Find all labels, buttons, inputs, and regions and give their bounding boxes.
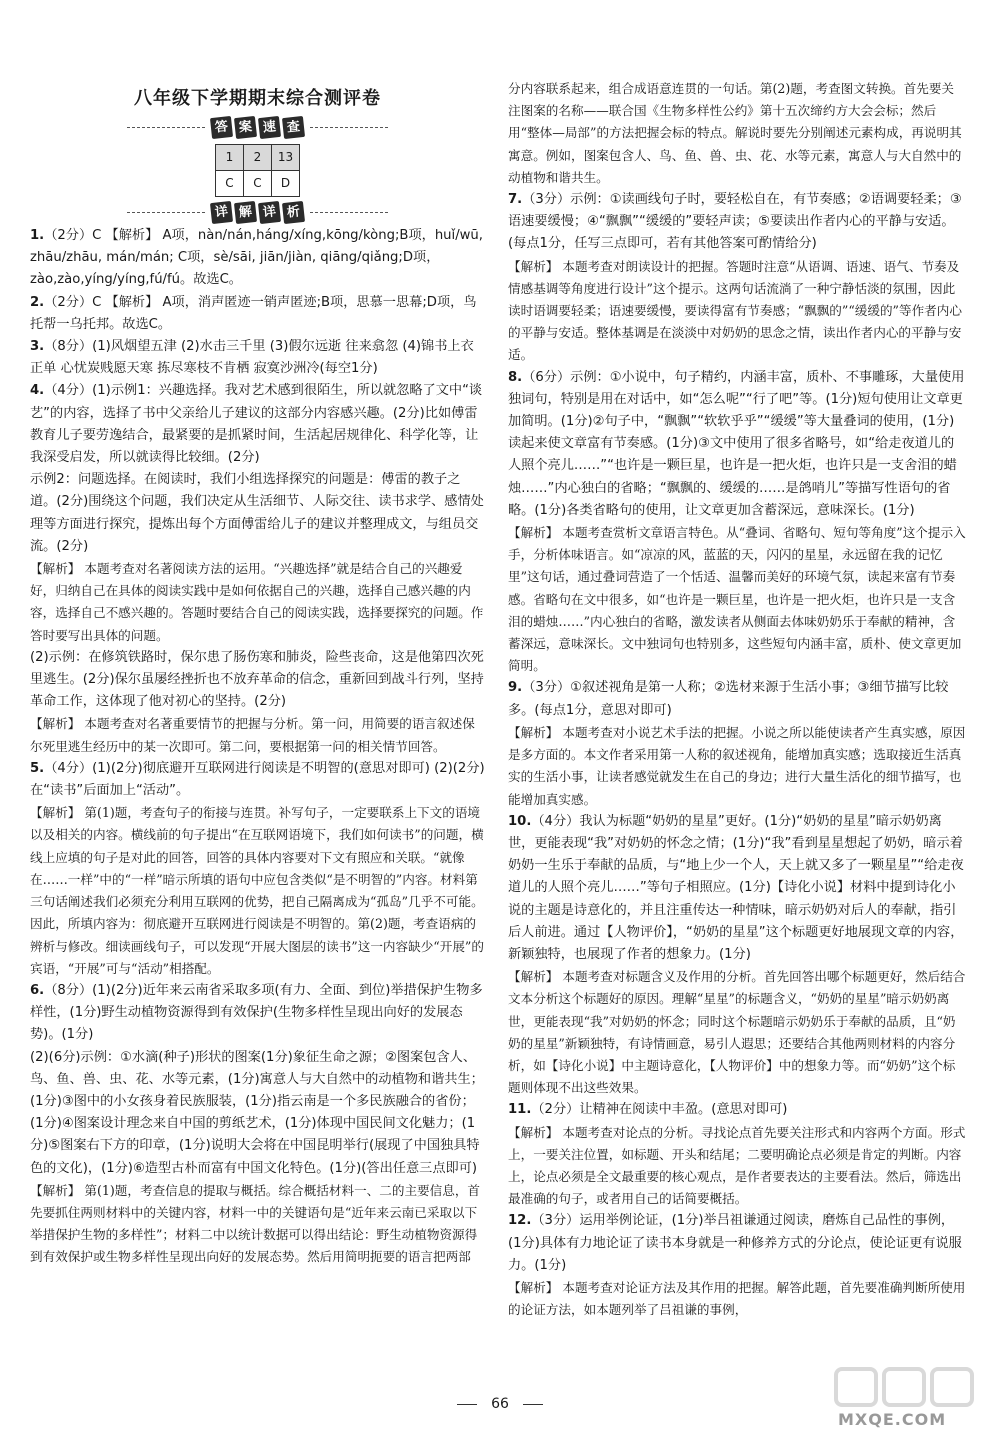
- question-number: 7.: [508, 192, 523, 208]
- answer-text: 【解析】 本题考查赏析文章语言特色。从“叠词、省略句、短句等角度”这个提示入手，分析体味语言。如“凉凉的风，蓝蓝的天，闪闪的星星，永远留在我的记忆里”这句话，通过叠词营造了一个恬适、温馨而美好的环境气氛，读起来富有节奏感。省略句在文中很多，如“也许是一颗巨星，也许是一把火炬，也许只是一支含泪的蜡烛……”内心独白的省略，激发读者从侧面去体味奶奶乐于奉献的精神，含蓄深远，意味深长。文中独词句也特别多，这些短句内涵丰富，质朴、使文章更加简明。: [508, 525, 966, 674]
- left-answer-list: [30, 225, 485, 1269]
- banner-char: 详: [210, 200, 233, 223]
- analysis-paragraph: [30, 1180, 485, 1269]
- banner-divider: [127, 127, 205, 128]
- answer-item: [30, 336, 485, 380]
- answer-item: [508, 189, 966, 256]
- answer-item: [508, 367, 966, 522]
- banner-char: 析: [282, 200, 305, 223]
- answer-text: （3分）①叙述视角是第一人称；②选材来源于生活小事；③细节描写比较多。(每点1分，意思对即可): [508, 680, 949, 718]
- page-title: 八年级下学期期末综合测评卷: [134, 88, 381, 109]
- page-number: 66: [491, 1396, 509, 1412]
- answer-item: [30, 980, 485, 1047]
- right-answer-list: [508, 78, 966, 1321]
- answer-text: 【解析】 本题考查对论点的分析。寻找论点首先要关注形式和内容两个方面。形式上，一要关注位置，如标题、开头和结尾；二要明确论点必须是肯定的判断。内容上，论点必须是全文最重要的核心观点，是作者要表达的主要看法。然后，筛选出最准确的句子，或者用自己的话简要概括。: [508, 1124, 966, 1207]
- answer-table-answers: [216, 171, 300, 197]
- analysis-paragraph: [30, 558, 485, 647]
- answer-text: （4分）我认为标题“奶奶的星星”更好。(1分)“奶奶的星星”暗示奶奶离世，更能表现“我”对奶奶的怀念之情；(1分)“我”看到星星想起了奶奶，暗示着奶奶一生乐于奉献的品质，与“地上少一个人，天上就又多了一颗星星”“给走夜道儿的人照个亮儿……”等句子相照应。(1分)【诗化小说】材料中提到诗化小说的主题是诗意化的，并且注重传达一种情味，暗示奶奶对后人的奉献，指引后人前进。通过【人物评价】，“奶奶的星星”这个标题更好地展现文章的内容，新颖独特，也展现了作者的想象力。(1分): [508, 813, 964, 962]
- answer-item: [30, 225, 485, 292]
- answer-item: [30, 758, 485, 802]
- answer-text: （4分）(1)示例1：兴趣选择。我对艺术感到很陌生，所以就忽略了文中“谈艺”的内容，选择了书中父亲给儿子建议的这部分内容感兴趣。(2分)比如傅雷教育儿子要劳逸结合，最紧要的是抓紧时间，生活起居规律化、科学化等，让我深受启发，所以就读得比较细。(2分): [30, 383, 483, 466]
- answer-item: [508, 1210, 966, 1277]
- answer-item: [30, 1047, 485, 1180]
- answer-text: 【解析】 本题考查对名著阅读方法的运用。“兴趣选择”就是结合自己的兴趣爱好，归纳自己在具体的阅读实践中是如何依据自己的兴趣，选择自己感兴趣的内容，选择自己不感兴趣的。答题时要结合自己的阅读实践，选择要探究的问题。作答时要写出具体的问题。: [30, 561, 484, 643]
- banner-char: 查: [282, 115, 305, 138]
- answer-text: （6分）示例：①小说中，句子精约，内涵丰富，质朴、不事雕琢，大量使用独词句，特别是用在对话中，如“怎么呢”“行了吧”等。(1分)短句使用让文章更加简明。(1分)②句子中，“飘飘”“软软乎乎”“缓缓”等大量叠词的使用，(1分)读起来使文章富有节奏感。(1分)③文中使用了很多省略号，如“给走夜道儿的人照个亮儿……”“也许是一颗巨星，也许是一把火炬，也许只是一支舍泪的蜡烛……”内心独白的省略；“飘飘的、缓缓的……是鸽哨儿”等描写性语句的省略。(1分)各类省略句的使用，让文章更加含蓄深远，意味深长。(1分): [508, 369, 965, 518]
- answer-text: 示例2：问题选择。在阅读时，我们小组选择探究的问题是：傅雷的教子之道。(2分)围绕这个问题，我们决定从生活细节、人际交往、读书求学、感情处理等方面进行探究，提炼出每个方面傅雷给儿子的建议并整理成文，与组员交流。(2分): [30, 472, 484, 554]
- answer-text: （2分）让精神在阅读中丰盈。(意思对即可): [531, 1102, 788, 1118]
- analysis-paragraph: [30, 802, 485, 980]
- question-number: 4.: [30, 383, 45, 399]
- banner-char: 解: [234, 200, 257, 223]
- quick-answer-title: [211, 117, 304, 138]
- analysis-paragraph: [30, 713, 485, 757]
- question-number: 12.: [508, 1213, 532, 1229]
- answer-text: （3分）示例：①读画线句子时，要轻松自在，有节奏感；②语调要轻柔；③语速要缓慢；④“飘飘”“缓缓的”要轻声读；⑤要读出作者内心的平静与安适。(每点1分，任写三点即可，若有其他答案可酌情给分): [508, 192, 962, 252]
- answer-item: [508, 1099, 966, 1121]
- banner-char: 详: [258, 200, 281, 223]
- question-number: 8.: [508, 369, 523, 385]
- answer-value: D: [272, 171, 300, 197]
- question-number: 9.: [508, 680, 523, 696]
- banner-divider: [127, 212, 205, 213]
- banner-char: 答: [210, 115, 233, 138]
- answer-text: 【解析】 本题考查对标题含义及作用的分析。首先回答出哪个标题更好，然后结合文本分析这个标题好的原因。理解“星星”的标题含义，“奶奶的星星”暗示奶奶离世，更能表现“我”对奶奶的怀念；同时这个标题暗示奶奶乐于奉献的品质，且“奶奶的星星”新颖独特，有诗情画意，易引人遐思；还要结合其他两则材料的内容分析，如【诗化小说】中主题诗意化，【人物评价】中的想象力等。而“奶奶”这个标题则体现不出这些效果。: [508, 969, 966, 1096]
- answer-item: [30, 292, 485, 336]
- right-column: [508, 78, 966, 1321]
- left-column: [30, 114, 485, 1269]
- analysis-paragraph: [508, 1122, 966, 1211]
- question-number: 6.: [30, 982, 45, 998]
- answer-text: 【解析】 本题考查对论证方法及其作用的把握。解答此题，首先要准确判断所使用的论证方法，如本题列举了吕祖谦的事例，: [508, 1279, 966, 1318]
- question-number: 3.: [30, 339, 45, 355]
- banner-divider: [310, 127, 388, 128]
- banner-char: 速: [258, 115, 281, 138]
- footer-dash: [523, 1404, 543, 1405]
- answer-value: C: [244, 171, 272, 197]
- analysis-paragraph: [508, 1277, 966, 1321]
- answer-text: （2分）C 【解析】 A项，nàn/nán,háng/xíng,kōng/kòng;B项，huǐ/wū, zhāu/zhāu, mán/mán; C项，sè/sāi, jiān/jiàn, qiāng/qiǎng;D项，zào,zào,yíng/yíng,fú/fú。故选C。: [30, 228, 483, 288]
- question-number: 1.: [30, 228, 45, 243]
- question-number: 10.: [508, 813, 532, 829]
- answer-number: 2: [244, 145, 272, 171]
- question-number: 5.: [30, 760, 45, 776]
- answer-text: （2分）C 【解析】 A项，消声匿迹一销声匿迹;B项，思慕一思幕;D项，鸟托帮一乌托邦。故选C。: [30, 294, 477, 332]
- answer-table-numbers: [216, 145, 300, 171]
- answer-text: （8分）(1)(2分)近年来云南省采取多项(有力、全面、到位)举措保护生物多样性，(1分)野生动植物资源得到有效保护(生物多样性呈现出向好的发展态势)。(1分): [30, 982, 483, 1043]
- analysis-paragraph: [508, 722, 966, 811]
- answer-number: 1: [216, 145, 244, 171]
- answer-text: 分内容联系起来，组合成语意连贯的一句话。第(2)题，考查图文转换。首先要关注图案的名称——联合国《生物多样性公约》第十五次缔约方大会会标；然后用“整体—局部”的方法把握会标的特点。解说时要先分别阐述元素构成，再说明其寓意。例如，图案包含人、鸟、鱼、兽、虫、花、水等元素，寓意人与大自然中的动植物和谐共生。: [508, 81, 962, 185]
- answer-text: (2)示例：在修筑铁路时，保尔患了肠伤寒和肺炎，险些丧命，这是他第四次死里逃生。(2分)保尔虽屡经挫折也不放弃革命的信念，重新回到战斗行列，坚持革命工作，这体现了他对初心的坚持。(2分): [30, 649, 484, 710]
- answer-text: 【解析】 第(1)题，考查句子的衔接与连贯。补写句子，一定要联系上下文的语境以及相关的内容。横线前的句子提出“在互联网语境下，我们如何读书”的问题，横线上应填的句子是对此的回答，回答的具体内容要对下文有照应和关联。“就像在……一样”中的“一样”暗示所填的语句中应包含类似“是不明智的”内容。材料第三句话阐述我们必须充分利用互联网的优势，把自己隔离成为“孤岛”几乎不可能。因此，所填内容为：彻底避开互联网进行阅读是不明智的。第(2)题，考查语病的辨析与修改。细读画线句子，可以发现“开展大图层的读书”这一内容缺少“开展”的宾语，“开展”可与“活动”相搭配。: [30, 805, 484, 976]
- detail-banner: [30, 199, 485, 225]
- answer-text: （8分）(1)风烟望五津 (2)水击三千里 (3)假尔远逝 往来翕忽 (4)锦书上衣正单 心忧炭贱愿天寒 拣尽寒枝不肯栖 寂寞沙洲冷(每空1分): [30, 339, 474, 377]
- footer-dash: [457, 1404, 477, 1405]
- detail-title: [211, 202, 304, 223]
- answer-item: [30, 380, 485, 469]
- answer-table: [215, 144, 300, 197]
- watermark-text: MXQE.COM: [838, 1410, 947, 1429]
- answer-text: 【解析】 本题考查对小说艺术手法的把握。小说之所以能使读者产生真实感，原因是多方面的。本文作者采用第一人称的叙述视角，能增加真实感；选取接近生活真实的生活小事，让读者感觉就发生在自己的身边；进行大量生活化的细节描写，也能增加真实感。: [508, 724, 966, 807]
- analysis-paragraph: [508, 966, 966, 1099]
- analysis-paragraph: [508, 522, 966, 677]
- question-number: 2.: [30, 294, 45, 310]
- quick-answer-banner: [30, 114, 485, 140]
- banner-char: 案: [234, 115, 257, 138]
- answer-value: C: [216, 171, 244, 197]
- analysis-paragraph: [508, 256, 966, 367]
- answer-text: 【解析】 本题考查对名著重要情节的把握与分析。第一问，用简要的语言叙述保尔死里逃生经历中的某一次即可。第二问，要根据第一问的相关情节回答。: [30, 716, 475, 754]
- answer-text: (2)(6分)示例：①水滴(种子)形状的图案(1分)象征生命之源；②图案包含人、鸟、鱼、兽、虫、花、水等元素，(1分)寓意人与大自然中的动植物和谐共生；(1分)③图中的小女孩身着民族服装，(1分)指云南是一个多民族融合的省份；(1分)④图案设计理念来自中国的剪纸艺术，(1分)体现中国民间文化魅力；(1分)⑤图案右下方的印章，(1分)说明大会将在中国昆明举行(展现了中国独具特色的文化)，(1分)⑥造型古朴而富有中国文化特色。(1分)(答出任意三点即可): [30, 1049, 484, 1176]
- answer-number: 13: [272, 145, 300, 171]
- answer-item: [30, 647, 485, 714]
- analysis-paragraph: [508, 78, 966, 189]
- answer-item: [508, 811, 966, 966]
- answer-text: 【解析】 本题考查对朗读设计的把握。答题时注意“从语调、语速、语气、节奏及情感基调等角度进行设计”这个提示。这两句话流淌了一种宁静恬淡的氛围，因此读时语调要轻柔；语速要缓慢，要读得富有节奏感；“飘飘的”“缓缓的”等作者内心的平静与安适。整体基调是在淡淡中对奶奶的思念之情，读出作者内心的平静与安适。: [508, 258, 962, 363]
- answer-item: [30, 469, 485, 558]
- banner-divider: [310, 212, 388, 213]
- question-number: 11.: [508, 1102, 532, 1118]
- answer-item: [508, 677, 966, 721]
- answer-text: （4分）(1)(2分)彻底避开互联网进行阅读是不明智的(意思对即可) (2)(2分)在“读书”后面加上“活动”。: [30, 760, 485, 799]
- answer-text: 【解析】 第(1)题，考查信息的提取与概括。综合概括材料一、二的主要信息，首先要抓住两则材料中的关键内容，材料一中的关键语句是“近年来云南已采取以下举措保护生物的多样性”；材料二中以统计数据可以得出结论：野生动植物资源得到有效保护或生物多样性呈现出向好的发展态势。然后用简明扼要的语言把两部: [30, 1182, 481, 1265]
- answer-text: （3分）运用举例论证，(1分)举吕祖谦通过阅读，磨炼自己品性的事例，(1分)具体有力地论证了读书本身就是一种修养方式的分论点，使论证更有说服力。(1分): [508, 1213, 962, 1273]
